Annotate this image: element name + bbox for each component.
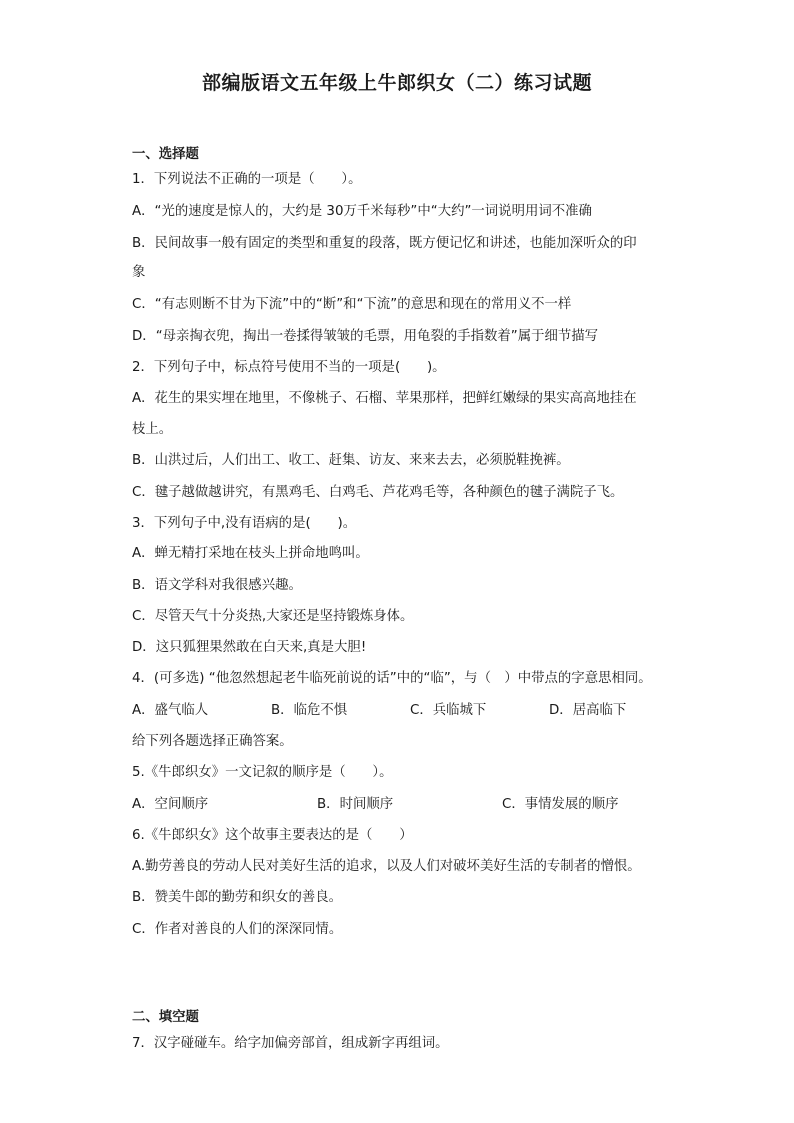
question-5-stem: 5.《牛郎织女》一文记叙的顺序是（ ）。 <box>132 765 393 780</box>
question-2-option-a-cont: 枝上。 <box>132 422 173 437</box>
section-heading-fill: 二、填空题 <box>132 1010 199 1025</box>
question-1-option-d: D．“母亲掏衣兜，掏出一卷揉得皱皱的毛票，用龟裂的手指数着”属于细节描写 <box>132 329 599 344</box>
question-5-option-a: A．空间顺序 <box>132 797 209 812</box>
question-6-stem: 6.《牛郎织女》这个故事主要表达的是（ ） <box>132 828 413 843</box>
question-2-option-a: A．花生的果实埋在地里，不像桃子、石榴、苹果那样，把鲜红嫩绿的果实高高地挂在 <box>132 391 637 406</box>
question-2-option-c: C．毽子越做越讲究，有黑鸡毛、白鸡毛、芦花鸡毛等，各种颜色的毽子满院子飞。 <box>132 485 624 500</box>
question-1-option-c: C．“有志则断不甘为下流”中的“断”和“下流”的意思和现在的常用义不一样 <box>132 297 572 312</box>
question-3-option-b: B．语文学科对我很感兴趣。 <box>132 578 302 593</box>
page-title: 部编版语文五年级上牛郎织女（二）练习试题 <box>201 72 592 94</box>
question-4-option-a: A．盛气临人 <box>132 703 209 718</box>
question-4-option-b: B．临危不惧 <box>271 703 348 718</box>
group-instruction: 给下列各题选择正确答案。 <box>132 734 293 749</box>
question-3-stem: 3．下列句子中,没有语病的是( )。 <box>132 516 357 531</box>
question-4-option-d: D．居高临下 <box>549 703 627 718</box>
question-6-option-c: C．作者对善良的人们的深深同情。 <box>132 922 343 937</box>
question-1-stem: 1．下列说法不正确的一项是（ ）。 <box>132 172 362 187</box>
section-heading-choice: 一、选择题 <box>132 147 199 162</box>
question-2-option-b: B．山洪过后，人们出工、收工、赶集、访友、来来去去，必须脱鞋挽裤。 <box>132 453 570 468</box>
question-1-option-a: A．“光的速度是惊人的，大约是 30万千米每秒”中“大约”一词说明用词不准确 <box>132 204 592 219</box>
question-2-stem: 2．下列句子中，标点符号使用不当的一项是( )。 <box>132 360 446 375</box>
question-3-option-c: C．尽管天气十分炎热,大家还是坚持锻炼身体。 <box>132 609 414 624</box>
question-1-option-b-cont: 象 <box>132 265 146 280</box>
question-3-option-a: A．蝉无精打采地在枝头上拼命地鸣叫。 <box>132 546 369 561</box>
question-5-option-c: C．事情发展的顺序 <box>502 797 619 812</box>
question-4-stem: 4．(可多选) “他忽然想起老牛临死前说的话”中的“临”，与（ ）中带点的字意思相同。 <box>132 671 652 686</box>
question-6-option-b: B．赞美牛郎的勤劳和织女的善良。 <box>132 890 343 905</box>
question-4-option-c: C．兵临城下 <box>410 703 487 718</box>
question-1-option-b: B．民间故事一般有固定的类型和重复的段落，既方便记忆和讲述，也能加深听众的印 <box>132 236 637 251</box>
question-7-stem: 7．汉字碰碰车。给字加偏旁部首，组成新字再组词。 <box>132 1036 449 1051</box>
question-6-option-a: A.勤劳善良的劳动人民对美好生活的追求，以及人们对破坏美好生活的专制者的憎恨。 <box>132 859 641 874</box>
question-3-option-d: D．这只狐狸果然敢在白天来,真是大胆! <box>132 640 367 655</box>
question-5-option-b: B．时间顺序 <box>317 797 394 812</box>
